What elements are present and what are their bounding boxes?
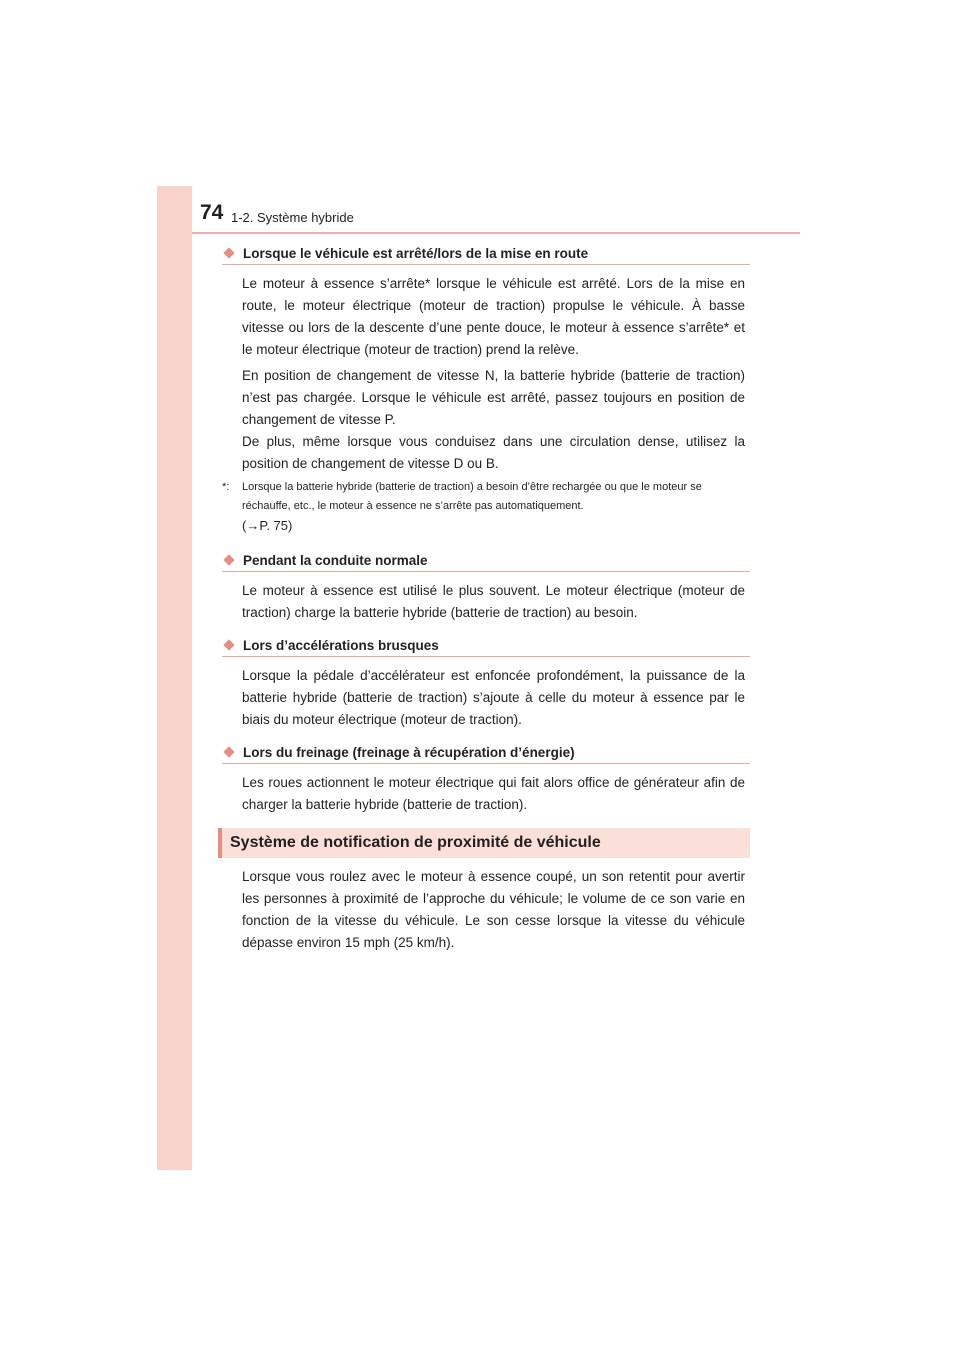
footnote [222, 478, 750, 537]
subheading-text: Pendant la conduite normale [243, 552, 428, 568]
page-reference: (→P. 75) [242, 518, 293, 533]
paragraph: En position de changement de vitesse N, la batterie hybride (batterie de traction) n’est pas chargée. Lorsque le véhicule est arrêté, passez toujours en position de changement de vitesse P. [242, 368, 745, 427]
diamond-bullet-icon [223, 639, 234, 650]
paragraph: Lorsque vous roulez avec le moteur à essence coupé, un son retentit pour avertir les personnes à proximité de l’approche du véhicule; le volume de ce son varie en fonction de la vitesse du véhicule. Le son cesse lorsque la vitesse du véhicule dépasse environ 15 mph (25 km/h). [242, 869, 745, 950]
paragraph: Lorsque la pédale d’accélérateur est enfoncée profondément, la puissance de la batterie hybride (batterie de traction) s’ajoute à celle du moteur à essence par le biais du moteur électrique (moteur de traction). [242, 668, 745, 727]
paragraph: Les roues actionnent le moteur électrique qui fait alors office de générateur afin de charger la batterie hybride (batterie de traction). [242, 775, 745, 812]
subheading [222, 634, 750, 657]
page-number: 74 [200, 201, 224, 224]
subheading [222, 741, 750, 764]
page-content [218, 242, 750, 954]
paragraph: Le moteur à essence s’arrête* lorsque le véhicule est arrêté. Lors de la mise en route, le moteur électrique (moteur de traction) propulse le véhicule. À basse vitesse ou lors de la descente d’une pente douce, le moteur à essence s’arrête* et le moteur électrique (moteur de traction) prend la relève. [242, 276, 745, 357]
section-normal-driving [218, 549, 750, 624]
section-title: 1-2. Système hybride [231, 210, 354, 225]
subheading [222, 549, 750, 572]
subheading-text: Lors d’accélérations brusques [243, 637, 439, 653]
diamond-bullet-icon [223, 554, 234, 565]
header-divider [192, 232, 800, 234]
side-tab-band [157, 186, 192, 1170]
section-banner [218, 828, 750, 858]
diamond-bullet-icon [223, 247, 234, 258]
paragraph: De plus, même lorsque vous conduisez dans une circulation dense, utilisez la position de changement de vitesse D ou B. [242, 434, 745, 471]
banner-heading: Système de notification de proximité de véhicule [230, 834, 601, 851]
subheading [222, 242, 750, 265]
paragraph: Le moteur à essence est utilisé le plus souvent. Le moteur électrique (moteur de traction) charge la batterie hybride (batterie de traction) au besoin. [242, 583, 745, 620]
footnote-marker: *: [222, 481, 230, 493]
section-hard-acceleration [218, 634, 750, 731]
section-braking [218, 741, 750, 816]
diamond-bullet-icon [223, 746, 234, 757]
subheading-text: Lors du freinage (freinage à récupération d’énergie) [243, 744, 575, 760]
section-stopped-startup [218, 242, 750, 537]
subheading-text: Lorsque le véhicule est arrêté/lors de la mise en route [243, 245, 589, 261]
footnote-text: Lorsque la batterie hybride (batterie de traction) a besoin d’être rechargée ou que le moteur se réchauffe, etc., le moteur à essence ne s’arrête pas automatiquement. [242, 481, 702, 512]
